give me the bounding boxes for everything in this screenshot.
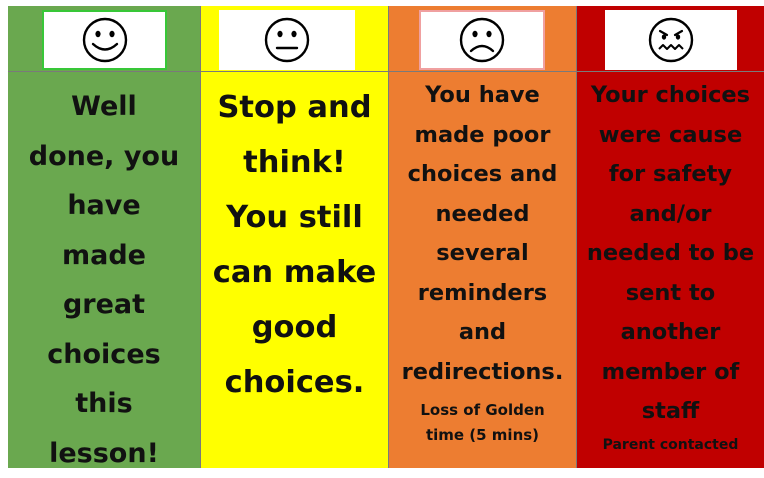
behaviour-chart [8,6,764,468]
orange-column [389,6,577,468]
red-column [577,6,764,468]
green-face-area [8,6,200,72]
orange-face-area [389,6,576,72]
sad-face-box [419,10,545,70]
distressed-face-box [605,10,737,70]
red-face-area [577,6,764,72]
red-message: Your choices were cause for safety and/or needed to be sent to another member of staff [586,82,755,424]
yellow-face-area [201,6,388,72]
happy-face-icon [78,15,132,65]
orange-note: Loss of Golden time (5 mins) [420,401,545,444]
sad-face-icon [455,15,509,65]
neutral-face-icon [260,15,314,65]
green-column [8,6,201,468]
orange-message: You have made poor choices and needed several reminders and redirections. [401,82,564,385]
red-note: Parent contacted [602,437,739,453]
distressed-face-icon [644,15,698,65]
green-message: Well done, you have made great choices this lesson! [28,91,180,469]
yellow-column [201,6,389,468]
neutral-face-box [219,10,355,70]
yellow-message: Stop and think! You still can make good choices. [212,90,377,400]
happy-face-box [42,10,167,70]
